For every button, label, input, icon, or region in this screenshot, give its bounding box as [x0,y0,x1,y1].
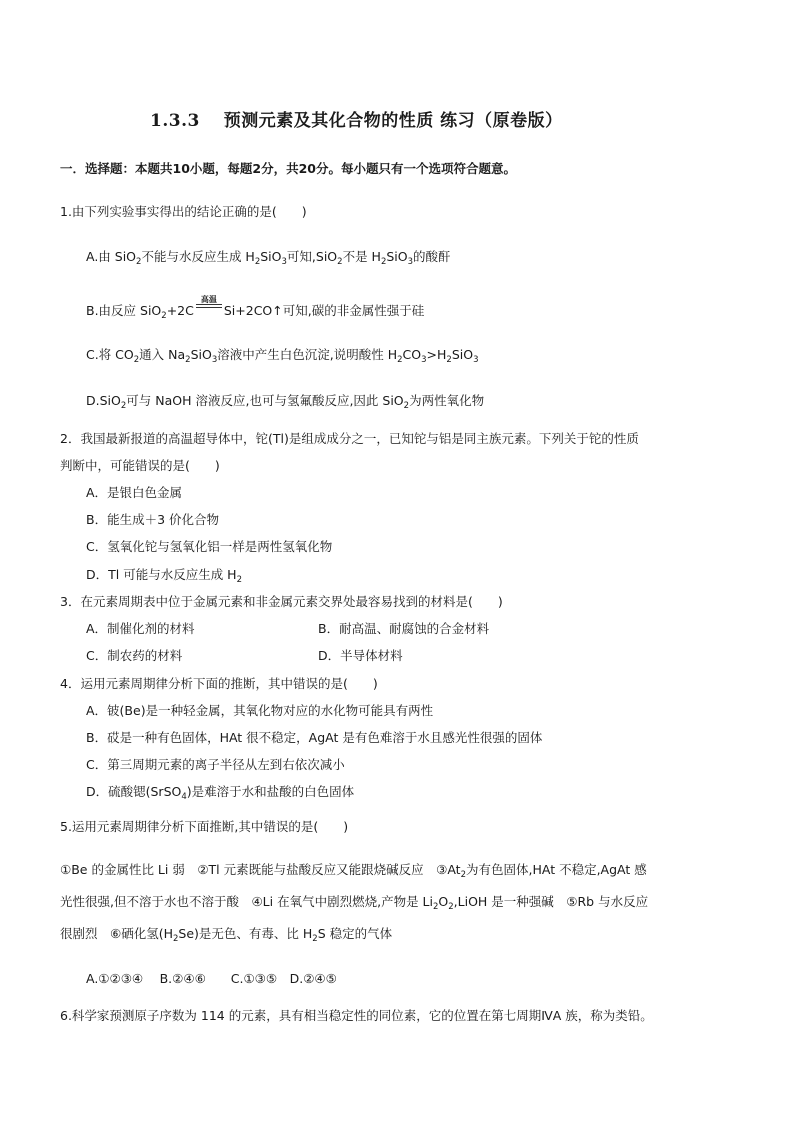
q1-option-a: A.由 SiO$_2$不能与水反应生成 $H_2SiO_3$可知,SiO$_2$不是 $H_2SiO_3$的酸酐 [86,249,451,267]
q1-option-d: D.SiO$_2$可与 NaOH 溶液反应,也可与氢氟酸反应,因此 SiO$_2$为两性氧化物 [86,393,485,411]
q3-option-a: A．制催化剂的材料 [86,621,195,636]
q3-option-c: C．制农药的材料 [86,648,183,663]
q1-option-b: B.由反应 SiO$_2$+2C 高温 Si+2CO↑可知,碳的非金属性强于硅 [86,295,425,321]
q1-option-c: C.将 $CO_2$通入 $Na_2SiO_3$溶液中产生白色沉淀,说明酸性 $H_2CO_3>H_2SiO_3$ [86,347,479,365]
q4-option-a: A．铍(Be)是一种轻金属，其氧化物对应的水化物可能具有两性 [86,703,434,718]
q1-stem: 1.由下列实验事实得出的结论正确的是( ) [60,204,307,219]
q2-option-b: B．能生成＋3 价化合物 [86,512,220,527]
q4-option-d: D．硫酸锶(SrSO$_4$)是难溶于水和盐酸的白色固体 [86,784,355,802]
q5-options: A.①②③④ B.②④⑥ C.①③⑤ D.②④⑤ [86,971,337,986]
q2-option-a: A．是银白色金属 [86,485,183,500]
q6-stem-line1: 6.科学家预测原子序数为 114 的元素，具有相当稳定性的同位素，它的位置在第七周期ⅣA 族，称为类铅。 [60,1008,653,1023]
q4-option-c: C．第三周期元素的离子半径从左到右依次减小 [86,757,345,772]
q5-stem: 5.运用元素周期律分析下面推断,其中错误的是( ) [60,819,349,834]
q2-stem-line1: 2．我国最新报道的高温超导体中，铊(Tl)是组成成分之一，已知铊与铝是同主族元素。下列关于铊的性质 [60,431,639,446]
q3-option-d: D．半导体材料 [318,648,403,663]
q5-statement-line3: 很剧烈 ⑥硒化氢$(H_2Se)$是无色、有毒、比 $H_2S$ 稳定的气体 [60,926,393,944]
q3-stem: 3．在元素周期表中位于金属元素和非金属元素交界处最容易找到的材料是( ) [60,594,503,609]
q4-stem: 4．运用元素周期律分析下面的推断，其中错误的是( ) [60,676,378,691]
q5-statement-line1: ①Be 的金属性比 Li 弱 ②Tl 元素既能与盐酸反应又能跟烧碱反应 $③At_2$为有色固体,HAt 不稳定,AgAt 感 [60,862,647,880]
page-title: 1.3.3 预测元素及其化合物的性质 练习（原卷版） [150,111,563,131]
q3-option-b: B．耐高温、耐腐蚀的合金材料 [318,621,490,636]
q5-statement-line2: 光性很强,但不溶于水也不溶于酸 ④Li 在氧气中剧烈燃烧,产物是 $Li_2O_2,LiOH$ 是一种强碱 ⑤Rb 与水反应 [60,894,649,912]
section-heading: 一．选择题：本题共10小题，每题2分，共20分。每小题只有一个选项符合题意。 [60,161,516,176]
reaction-condition-arrow: 高温 [195,302,223,320]
q4-option-b: B．砹是一种有色固体，HAt 很不稳定，AgAt 是有色难溶于水且感光性很强的固体 [86,730,543,745]
q2-stem-line2: 判断中，可能错误的是( ) [60,458,220,473]
q2-option-d: D．Tl 可能与水反应生成 $H_2$ [86,567,243,585]
q2-option-c: C．氢氧化铊与氢氧化铝一样是两性氢氧化物 [86,539,333,554]
